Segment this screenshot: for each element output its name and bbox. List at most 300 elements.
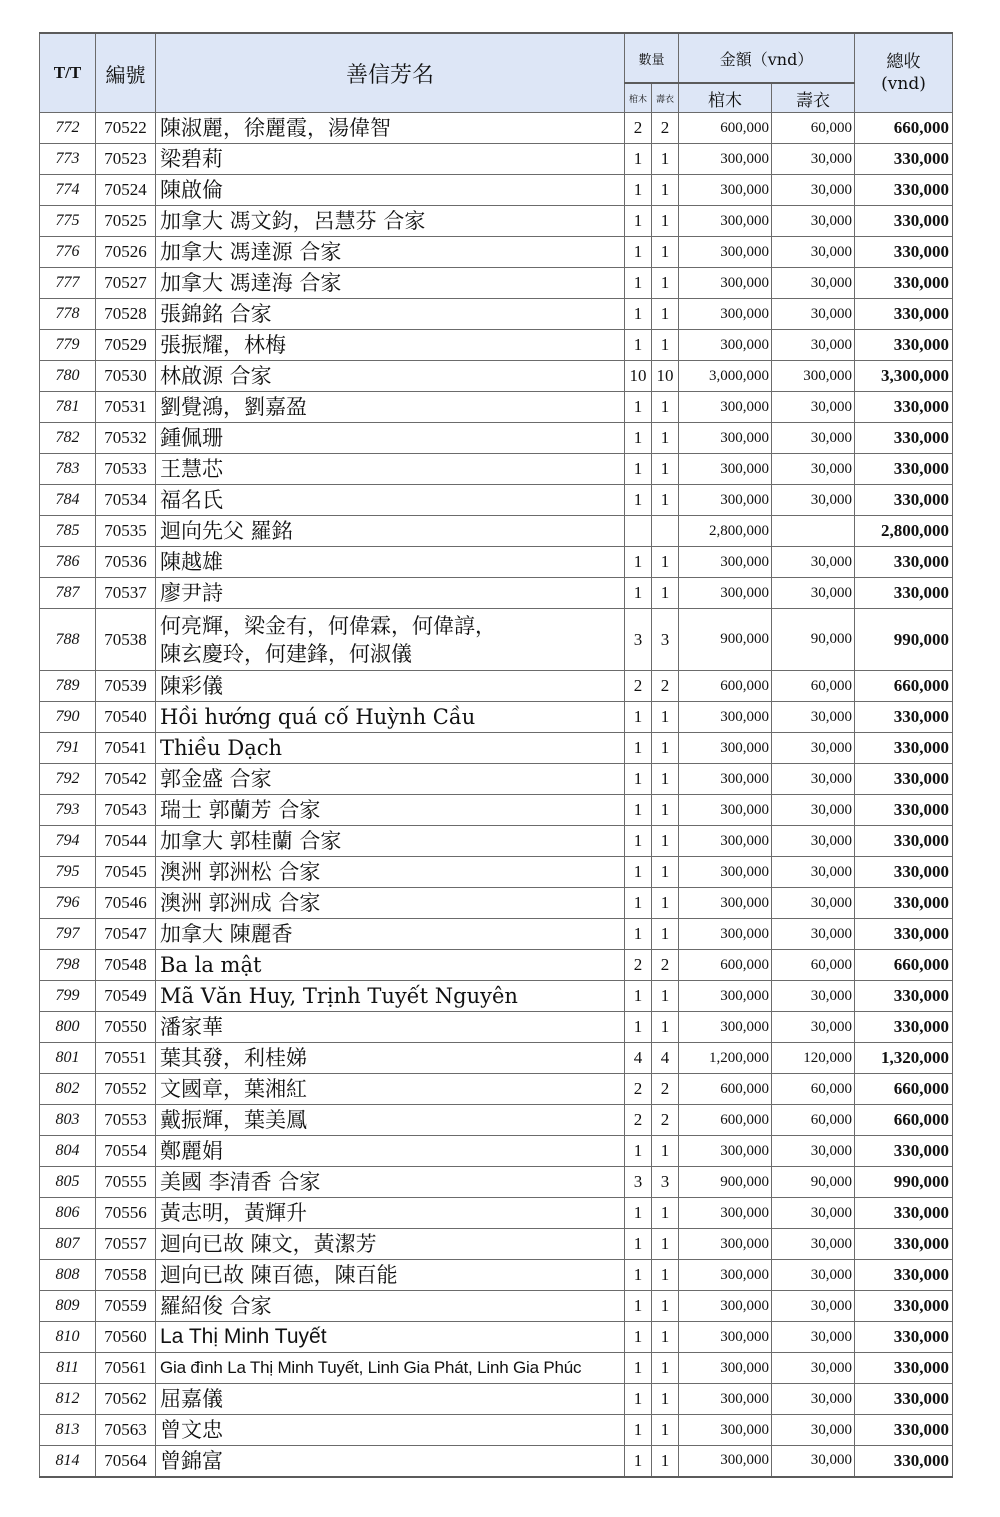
row-total: 330,000 — [855, 547, 953, 578]
header-amount-coffin: 棺木 — [679, 83, 772, 113]
amount-coffin: 300,000 — [679, 392, 772, 423]
amount-clothes: 30,000 — [772, 454, 855, 485]
amount-clothes: 300,000 — [772, 361, 855, 392]
qty-coffin: 1 — [625, 826, 652, 857]
qty-coffin: 1 — [625, 1415, 652, 1446]
donor-name: 文國章，葉湘紅 — [156, 1074, 625, 1105]
amount-clothes: 30,000 — [772, 423, 855, 454]
table-row — [40, 826, 953, 857]
table-row — [40, 392, 953, 423]
row-total: 330,000 — [855, 299, 953, 330]
amount-clothes: 30,000 — [772, 1446, 855, 1477]
amount-clothes: 30,000 — [772, 764, 855, 795]
row-code: 70551 — [96, 1043, 156, 1074]
donor-name: 羅紹俊 合家 — [156, 1291, 625, 1322]
qty-clothes: 1 — [652, 733, 679, 764]
donor-name: 林啟源 合家 — [156, 361, 625, 392]
qty-clothes: 1 — [652, 392, 679, 423]
qty-coffin: 1 — [625, 547, 652, 578]
amount-clothes: 90,000 — [772, 609, 855, 671]
row-code: 70538 — [96, 609, 156, 671]
row-code: 70552 — [96, 1074, 156, 1105]
qty-clothes: 1 — [652, 1446, 679, 1477]
amount-clothes: 30,000 — [772, 330, 855, 361]
amount-clothes: 30,000 — [772, 888, 855, 919]
table-body — [40, 113, 953, 1477]
amount-coffin: 300,000 — [679, 175, 772, 206]
amount-clothes: 30,000 — [772, 1136, 855, 1167]
row-code: 70542 — [96, 764, 156, 795]
row-number: 803 — [40, 1105, 96, 1136]
row-number: 800 — [40, 1012, 96, 1043]
amount-coffin: 300,000 — [679, 888, 772, 919]
amount-coffin: 300,000 — [679, 919, 772, 950]
qty-clothes: 1 — [652, 144, 679, 175]
row-code: 70541 — [96, 733, 156, 764]
table-row — [40, 206, 953, 237]
donor-name: 迴向先父 羅銘 — [156, 516, 625, 547]
row-total: 990,000 — [855, 609, 953, 671]
amount-clothes: 30,000 — [772, 1260, 855, 1291]
row-code: 70539 — [96, 671, 156, 702]
qty-coffin: 1 — [625, 485, 652, 516]
amount-coffin: 300,000 — [679, 547, 772, 578]
row-number: 792 — [40, 764, 96, 795]
amount-coffin: 300,000 — [679, 1012, 772, 1043]
table-row — [40, 1260, 953, 1291]
table-row — [40, 702, 953, 733]
row-total: 330,000 — [855, 1136, 953, 1167]
qty-coffin: 3 — [625, 1167, 652, 1198]
table-row — [40, 175, 953, 206]
amount-clothes: 30,000 — [772, 175, 855, 206]
amount-clothes: 30,000 — [772, 485, 855, 516]
qty-clothes: 1 — [652, 888, 679, 919]
donor-name: Thiều Dạch — [156, 733, 625, 764]
donor-name: 梁碧莉 — [156, 144, 625, 175]
qty-clothes: 1 — [652, 1136, 679, 1167]
row-total: 330,000 — [855, 578, 953, 609]
qty-clothes: 1 — [652, 1415, 679, 1446]
amount-coffin: 300,000 — [679, 826, 772, 857]
amount-coffin: 600,000 — [679, 113, 772, 144]
qty-coffin: 1 — [625, 702, 652, 733]
row-number: 781 — [40, 392, 96, 423]
row-number: 787 — [40, 578, 96, 609]
donor-name: 迴向已故 陳百德，陳百能 — [156, 1260, 625, 1291]
row-number: 784 — [40, 485, 96, 516]
row-code: 70546 — [96, 888, 156, 919]
amount-clothes: 30,000 — [772, 268, 855, 299]
qty-clothes: 1 — [652, 206, 679, 237]
row-total: 330,000 — [855, 795, 953, 826]
amount-clothes: 30,000 — [772, 1353, 855, 1384]
table-row — [40, 671, 953, 702]
row-total: 330,000 — [855, 1446, 953, 1477]
donor-name: 陳啟倫 — [156, 175, 625, 206]
row-total: 330,000 — [855, 1229, 953, 1260]
row-total: 330,000 — [855, 268, 953, 299]
qty-clothes: 2 — [652, 671, 679, 702]
row-number: 782 — [40, 423, 96, 454]
amount-coffin: 600,000 — [679, 950, 772, 981]
amount-clothes: 30,000 — [772, 578, 855, 609]
amount-clothes: 60,000 — [772, 1105, 855, 1136]
donor-name-line: 陳玄慶玲，何建鋒，何淑儀 — [160, 641, 412, 666]
row-total: 330,000 — [855, 1012, 953, 1043]
qty-clothes: 1 — [652, 1322, 679, 1353]
donor-name: 劉覺鴻，劉嘉盈 — [156, 392, 625, 423]
donor-name: La Thị Minh Tuyết — [156, 1322, 625, 1353]
row-code: 70525 — [96, 206, 156, 237]
row-total: 3,300,000 — [855, 361, 953, 392]
donor-name: 加拿大 陳麗香 — [156, 919, 625, 950]
qty-clothes: 1 — [652, 702, 679, 733]
row-total: 330,000 — [855, 826, 953, 857]
donor-name: 曾錦富 — [156, 1446, 625, 1477]
header-quantity: 數量 — [625, 33, 679, 83]
table-row — [40, 795, 953, 826]
qty-coffin: 1 — [625, 299, 652, 330]
amount-clothes: 60,000 — [772, 950, 855, 981]
qty-coffin: 3 — [625, 609, 652, 671]
qty-clothes: 1 — [652, 454, 679, 485]
amount-clothes: 30,000 — [772, 795, 855, 826]
table-row — [40, 144, 953, 175]
row-total: 330,000 — [855, 1415, 953, 1446]
table-row — [40, 299, 953, 330]
row-code: 70537 — [96, 578, 156, 609]
donor-name: 戴振輝，葉美鳳 — [156, 1105, 625, 1136]
row-total: 330,000 — [855, 1291, 953, 1322]
amount-clothes: 30,000 — [772, 826, 855, 857]
donor-name: 福名氏 — [156, 485, 625, 516]
amount-clothes: 30,000 — [772, 1415, 855, 1446]
table-row — [40, 1012, 953, 1043]
qty-coffin: 1 — [625, 330, 652, 361]
amount-coffin: 300,000 — [679, 1229, 772, 1260]
amount-clothes: 60,000 — [772, 671, 855, 702]
qty-clothes: 1 — [652, 485, 679, 516]
row-total: 2,800,000 — [855, 516, 953, 547]
row-number: 807 — [40, 1229, 96, 1260]
row-total: 330,000 — [855, 1198, 953, 1229]
row-code: 70523 — [96, 144, 156, 175]
row-total: 990,000 — [855, 1167, 953, 1198]
row-code: 70530 — [96, 361, 156, 392]
qty-coffin: 2 — [625, 1105, 652, 1136]
qty-clothes: 1 — [652, 1012, 679, 1043]
qty-coffin: 1 — [625, 268, 652, 299]
amount-coffin: 300,000 — [679, 1198, 772, 1229]
donor-name: 曾文忠 — [156, 1415, 625, 1446]
row-total: 330,000 — [855, 919, 953, 950]
amount-clothes: 30,000 — [772, 857, 855, 888]
row-code: 70562 — [96, 1384, 156, 1415]
row-total: 660,000 — [855, 950, 953, 981]
row-total: 330,000 — [855, 175, 953, 206]
amount-coffin: 1,200,000 — [679, 1043, 772, 1074]
row-code: 70527 — [96, 268, 156, 299]
amount-clothes: 60,000 — [772, 1074, 855, 1105]
qty-coffin: 1 — [625, 237, 652, 268]
row-total: 330,000 — [855, 392, 953, 423]
table-header — [40, 33, 953, 113]
row-number: 813 — [40, 1415, 96, 1446]
row-number: 773 — [40, 144, 96, 175]
row-number: 796 — [40, 888, 96, 919]
donor-name: 屈嘉儀 — [156, 1384, 625, 1415]
row-total: 330,000 — [855, 1322, 953, 1353]
table-row — [40, 1353, 953, 1384]
row-total: 330,000 — [855, 206, 953, 237]
qty-coffin: 1 — [625, 1353, 652, 1384]
donor-name — [156, 609, 625, 671]
table-row — [40, 733, 953, 764]
row-number: 777 — [40, 268, 96, 299]
row-code: 70549 — [96, 981, 156, 1012]
qty-clothes: 1 — [652, 795, 679, 826]
table-row — [40, 1043, 953, 1074]
qty-coffin: 1 — [625, 1322, 652, 1353]
qty-coffin: 1 — [625, 919, 652, 950]
amount-coffin: 300,000 — [679, 268, 772, 299]
row-number: 799 — [40, 981, 96, 1012]
row-number: 794 — [40, 826, 96, 857]
row-number: 780 — [40, 361, 96, 392]
qty-coffin: 1 — [625, 1198, 652, 1229]
header-qty-coffin: 棺木 — [625, 83, 652, 113]
amount-coffin: 900,000 — [679, 609, 772, 671]
qty-clothes: 1 — [652, 1229, 679, 1260]
row-number: 776 — [40, 237, 96, 268]
qty-clothes: 1 — [652, 1198, 679, 1229]
row-number: 806 — [40, 1198, 96, 1229]
qty-clothes: 1 — [652, 423, 679, 454]
amount-coffin: 300,000 — [679, 1415, 772, 1446]
qty-clothes: 1 — [652, 981, 679, 1012]
qty-coffin: 1 — [625, 1229, 652, 1260]
row-number: 795 — [40, 857, 96, 888]
table-row — [40, 1136, 953, 1167]
qty-clothes: 3 — [652, 1167, 679, 1198]
donor-name: 加拿大 馮文鈞，呂慧芬 合家 — [156, 206, 625, 237]
row-code: 70554 — [96, 1136, 156, 1167]
qty-clothes: 1 — [652, 547, 679, 578]
row-total: 330,000 — [855, 454, 953, 485]
table-row — [40, 1446, 953, 1477]
table-row — [40, 1415, 953, 1446]
header-amount: 金額（vnd） — [679, 33, 855, 83]
row-total: 330,000 — [855, 1353, 953, 1384]
amount-clothes: 30,000 — [772, 1198, 855, 1229]
header-total-label: 總收 — [886, 52, 921, 72]
qty-clothes: 2 — [652, 1074, 679, 1105]
donor-name: 澳洲 郭洲成 合家 — [156, 888, 625, 919]
row-number: 774 — [40, 175, 96, 206]
table-row — [40, 361, 953, 392]
donor-name: 陳越雄 — [156, 547, 625, 578]
qty-coffin: 1 — [625, 1384, 652, 1415]
row-total: 660,000 — [855, 671, 953, 702]
row-total: 330,000 — [855, 733, 953, 764]
header-qty-clothes: 壽衣 — [652, 83, 679, 113]
row-total: 1,320,000 — [855, 1043, 953, 1074]
donor-name: Ba la mật — [156, 950, 625, 981]
row-total: 330,000 — [855, 1260, 953, 1291]
qty-coffin: 1 — [625, 1012, 652, 1043]
row-code: 70548 — [96, 950, 156, 981]
qty-coffin: 1 — [625, 1136, 652, 1167]
donation-table — [39, 32, 953, 1478]
donor-name-line: 何亮輝，梁金有，何偉霖，何偉諄， — [160, 613, 496, 638]
amount-coffin: 300,000 — [679, 702, 772, 733]
qty-clothes: 1 — [652, 1353, 679, 1384]
table-row — [40, 981, 953, 1012]
table-row — [40, 237, 953, 268]
donor-name: Mã Văn Huy, Trịnh Tuyết Nguyên — [156, 981, 625, 1012]
table-row — [40, 1322, 953, 1353]
qty-coffin: 1 — [625, 578, 652, 609]
qty-coffin: 2 — [625, 671, 652, 702]
qty-coffin: 1 — [625, 764, 652, 795]
row-total: 330,000 — [855, 423, 953, 454]
donor-name: 鍾佩珊 — [156, 423, 625, 454]
row-number: 809 — [40, 1291, 96, 1322]
row-total: 330,000 — [855, 888, 953, 919]
row-total: 330,000 — [855, 1384, 953, 1415]
qty-clothes: 1 — [652, 764, 679, 795]
table-row — [40, 888, 953, 919]
header-name: 善信芳名 — [156, 33, 625, 113]
amount-coffin: 600,000 — [679, 671, 772, 702]
qty-coffin: 1 — [625, 795, 652, 826]
qty-clothes: 1 — [652, 1384, 679, 1415]
donor-name: 陳淑麗，徐麗霞，湯偉智 — [156, 113, 625, 144]
donor-name: 加拿大 馮達源 合家 — [156, 237, 625, 268]
row-code: 70524 — [96, 175, 156, 206]
row-number: 783 — [40, 454, 96, 485]
row-code: 70536 — [96, 547, 156, 578]
qty-coffin: 1 — [625, 733, 652, 764]
amount-clothes: 30,000 — [772, 206, 855, 237]
qty-clothes: 1 — [652, 1260, 679, 1291]
row-code: 70543 — [96, 795, 156, 826]
amount-clothes — [772, 516, 855, 547]
amount-coffin: 300,000 — [679, 857, 772, 888]
amount-clothes: 30,000 — [772, 733, 855, 764]
qty-clothes: 1 — [652, 857, 679, 888]
row-number: 790 — [40, 702, 96, 733]
qty-coffin: 1 — [625, 392, 652, 423]
amount-coffin: 300,000 — [679, 1353, 772, 1384]
row-code: 70526 — [96, 237, 156, 268]
table-row — [40, 113, 953, 144]
qty-clothes: 1 — [652, 578, 679, 609]
table-row — [40, 268, 953, 299]
row-number: 814 — [40, 1446, 96, 1477]
qty-clothes: 1 — [652, 826, 679, 857]
donor-name: 鄭麗娟 — [156, 1136, 625, 1167]
table-row — [40, 609, 953, 671]
row-code: 70560 — [96, 1322, 156, 1353]
donor-name: 瑞士 郭蘭芳 合家 — [156, 795, 625, 826]
row-code: 70534 — [96, 485, 156, 516]
row-code: 70555 — [96, 1167, 156, 1198]
donor-name: 加拿大 馮達海 合家 — [156, 268, 625, 299]
amount-clothes: 30,000 — [772, 1322, 855, 1353]
row-total: 330,000 — [855, 981, 953, 1012]
row-number: 797 — [40, 919, 96, 950]
donor-name: 潘家華 — [156, 1012, 625, 1043]
header-tt: T/T — [40, 33, 96, 113]
donor-name: 王慧芯 — [156, 454, 625, 485]
qty-coffin: 1 — [625, 423, 652, 454]
row-number: 789 — [40, 671, 96, 702]
table-row — [40, 1105, 953, 1136]
row-code: 70561 — [96, 1353, 156, 1384]
header-total-unit: (vnd) — [881, 74, 926, 94]
qty-coffin: 1 — [625, 981, 652, 1012]
qty-coffin: 4 — [625, 1043, 652, 1074]
amount-clothes: 30,000 — [772, 1384, 855, 1415]
amount-clothes: 30,000 — [772, 702, 855, 733]
amount-coffin: 300,000 — [679, 485, 772, 516]
table-row — [40, 1167, 953, 1198]
qty-coffin: 1 — [625, 1446, 652, 1477]
amount-coffin: 300,000 — [679, 981, 772, 1012]
amount-coffin: 300,000 — [679, 733, 772, 764]
qty-clothes: 1 — [652, 268, 679, 299]
row-code: 70522 — [96, 113, 156, 144]
table-row — [40, 454, 953, 485]
qty-clothes: 1 — [652, 299, 679, 330]
table-row — [40, 423, 953, 454]
row-total: 330,000 — [855, 237, 953, 268]
amount-coffin: 300,000 — [679, 1260, 772, 1291]
qty-coffin: 1 — [625, 206, 652, 237]
amount-clothes: 30,000 — [772, 392, 855, 423]
amount-clothes: 30,000 — [772, 1229, 855, 1260]
row-code: 70545 — [96, 857, 156, 888]
table-row — [40, 330, 953, 361]
row-code: 70557 — [96, 1229, 156, 1260]
row-code: 70531 — [96, 392, 156, 423]
row-number: 802 — [40, 1074, 96, 1105]
row-code: 70553 — [96, 1105, 156, 1136]
donor-name: 陳彩儀 — [156, 671, 625, 702]
qty-clothes: 2 — [652, 1105, 679, 1136]
amount-coffin: 300,000 — [679, 1291, 772, 1322]
donor-name: 美國 李清香 合家 — [156, 1167, 625, 1198]
amount-clothes: 30,000 — [772, 919, 855, 950]
row-total: 330,000 — [855, 144, 953, 175]
table-row — [40, 516, 953, 547]
amount-clothes: 30,000 — [772, 144, 855, 175]
row-total: 330,000 — [855, 764, 953, 795]
table-row — [40, 764, 953, 795]
amount-coffin: 300,000 — [679, 578, 772, 609]
row-number: 788 — [40, 609, 96, 671]
table-row — [40, 1229, 953, 1260]
amount-clothes: 30,000 — [772, 547, 855, 578]
amount-coffin: 300,000 — [679, 795, 772, 826]
amount-clothes: 30,000 — [772, 299, 855, 330]
row-number: 772 — [40, 113, 96, 144]
amount-coffin: 300,000 — [679, 144, 772, 175]
row-code: 70532 — [96, 423, 156, 454]
amount-coffin: 300,000 — [679, 764, 772, 795]
